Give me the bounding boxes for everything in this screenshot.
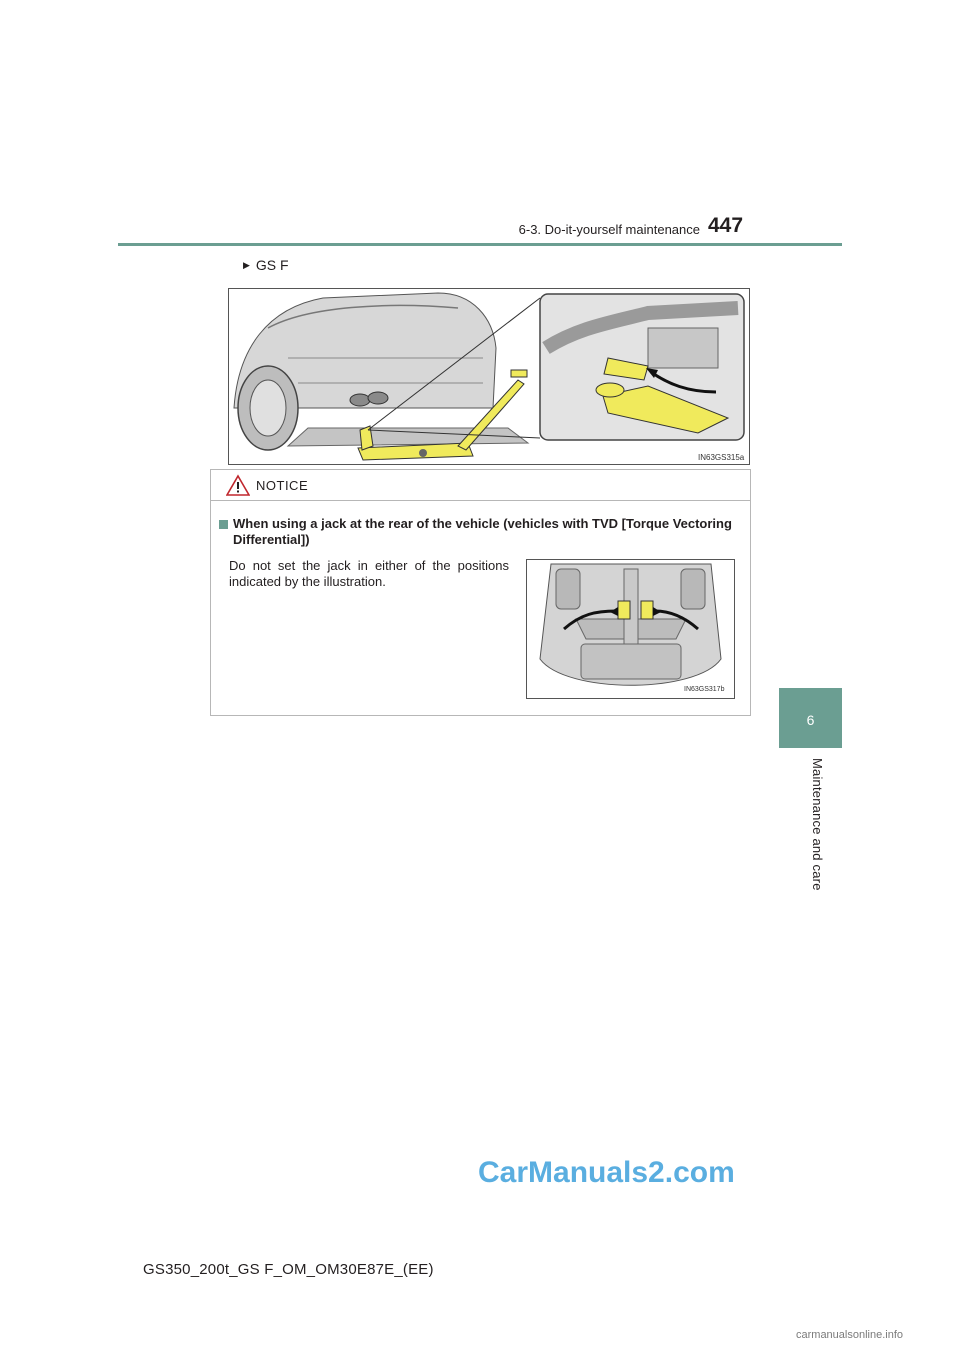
chapter-tab[interactable] <box>779 688 842 748</box>
header-rule <box>118 243 842 246</box>
figure2-code: IN63GS317b <box>684 686 725 693</box>
notice-item <box>219 516 745 548</box>
watermark-brand[interactable]: CarManuals2.com <box>478 1156 735 1189</box>
chapter-number: 6 <box>806 712 815 728</box>
highlighted-jack-point <box>641 601 653 619</box>
page-number: 447 <box>708 214 744 237</box>
variant-label: GS F <box>255 257 289 273</box>
warning-icon <box>226 474 250 496</box>
variant-line <box>243 257 289 273</box>
notice-header <box>211 470 750 501</box>
notice-item-heading: When using a jack at the rear of the vehicle (vehicles with TVD [Torque Vectoring Differential]) <box>233 516 732 547</box>
highlighted-jack-point <box>618 601 630 619</box>
notice-body: Do not set the jack in either of the positions indicated by the illustration. <box>229 558 509 589</box>
underbody-illustration <box>526 559 735 699</box>
inset-detail <box>540 294 744 440</box>
section-title: 6-3. Do-it-yourself maintenance <box>518 222 700 237</box>
triangle-right-icon: ▶ <box>243 259 250 270</box>
square-bullet-icon <box>219 520 228 529</box>
jack-position-illustration <box>228 288 750 465</box>
figure1-code: IN63GS315a <box>698 453 745 462</box>
chapter-label: Maintenance and care <box>810 758 825 891</box>
notice-box <box>210 469 751 716</box>
watermark-site[interactable]: carmanualsonline.info <box>796 1329 904 1341</box>
notice-title: NOTICE <box>256 478 309 493</box>
document-code: GS350_200t_GS F_OM_OM30E87E_(EE) <box>143 1261 434 1278</box>
